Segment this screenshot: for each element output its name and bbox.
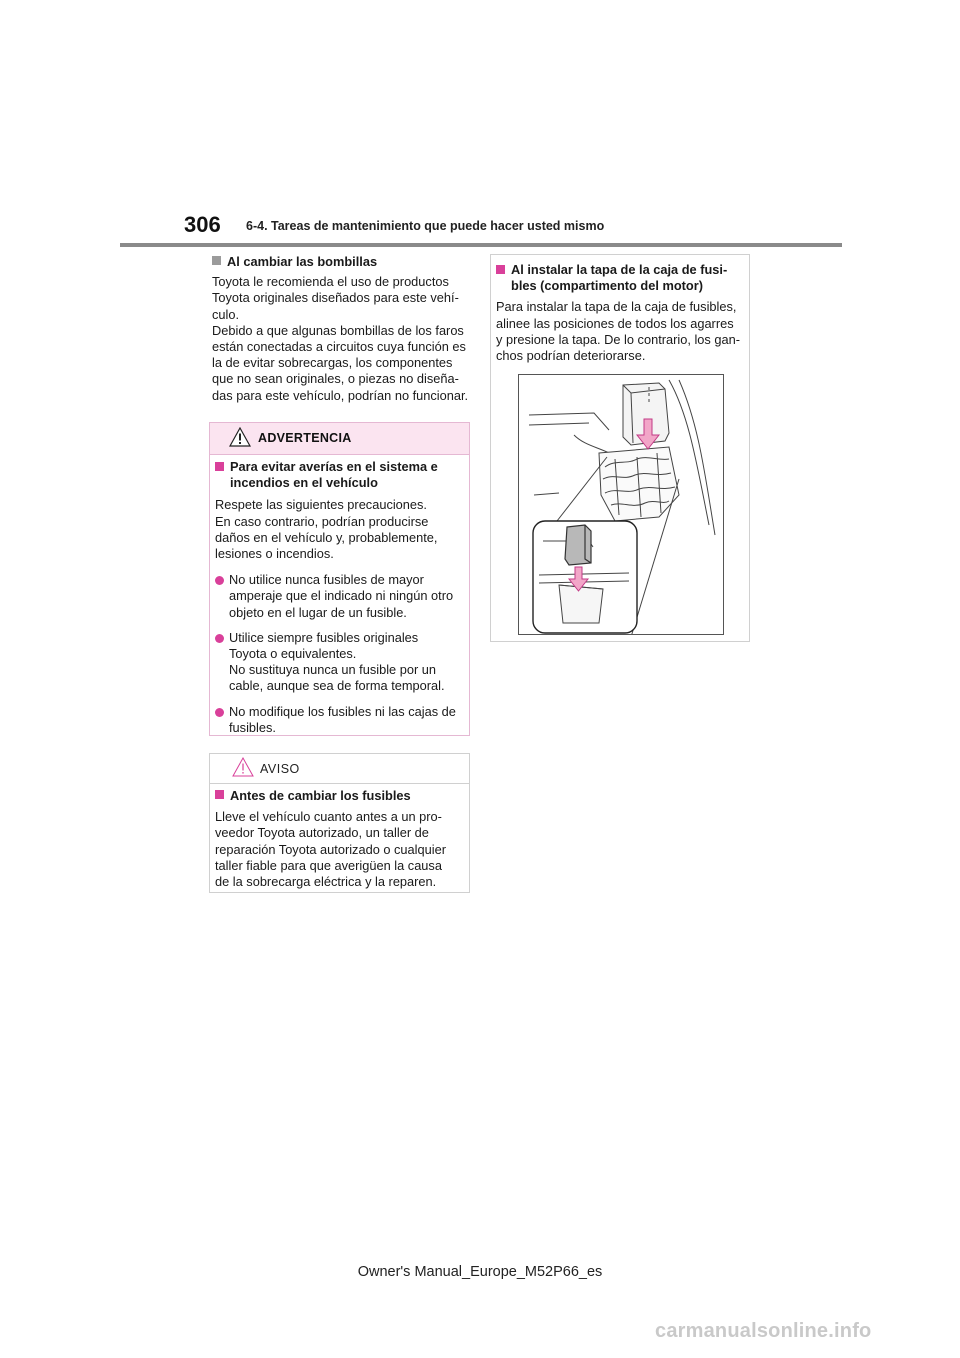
text-line: Para evitar averías en el sistema e	[230, 459, 438, 474]
text-line: Lleve el vehículo cuanto antes a un pro-	[215, 809, 442, 825]
text-line: la de evitar sobrecargas, los componentes	[212, 355, 453, 371]
fuse-cover-box	[490, 254, 750, 642]
section-title: 6-4. Tareas de mantenimiento que puede hacer usted mismo	[246, 219, 605, 233]
left-intro-body	[212, 274, 472, 404]
notice-box	[209, 753, 470, 893]
notice-label: AVISO	[260, 762, 300, 776]
text-line: Toyota le recomienda el uso de productos	[212, 274, 449, 290]
left-intro-section	[212, 254, 472, 404]
text-line: Debido a que algunas bombillas de los faros	[212, 322, 464, 338]
text-line: das para este vehículo, podrían no funcionar.	[212, 387, 469, 403]
text-line: Para instalar la tapa de la caja de fusibles,	[496, 299, 737, 315]
warning-body	[215, 459, 460, 736]
text-line: objeto en el lugar de un fusible.	[229, 604, 407, 620]
text-line: fusibles.	[229, 719, 276, 735]
text-line: Utilice siempre fusibles originales	[229, 629, 419, 645]
text-line: Respete las siguientes precauciones.	[215, 497, 427, 513]
bullet-dot-icon	[215, 708, 224, 717]
warning-bullet	[215, 704, 460, 736]
bullet-dot-icon	[215, 576, 224, 585]
warning-box	[209, 422, 470, 736]
text-line: alinee las posiciones de todos los agarres	[496, 315, 734, 331]
text-line: culo.	[212, 306, 240, 322]
header-rule	[120, 243, 842, 247]
square-bullet-icon	[215, 462, 224, 471]
bullet-dot-icon	[215, 634, 224, 643]
text-line: lesiones o incendios.	[215, 546, 334, 562]
text-line: reparación Toyota autorizado o cualquier	[215, 841, 446, 857]
text-line: taller fiable para que averigüen la causa	[215, 857, 442, 873]
footer-text: Owner's Manual_Europe_M52P66_es	[357, 1264, 603, 1280]
notice-heading-text: Antes de cambiar los fusibles	[230, 788, 411, 803]
text-line: No utilice nunca fusibles de mayor	[229, 572, 424, 588]
notice-header	[210, 754, 469, 784]
warning-label: ADVERTENCIA	[258, 431, 352, 445]
left-intro-heading	[212, 254, 472, 270]
text-line: bles (compartimento del motor)	[511, 278, 703, 294]
text-line: veedor Toyota autorizado, un taller de	[215, 825, 429, 841]
text-line: Toyota o equivalentes.	[229, 646, 357, 662]
warning-bullet	[215, 572, 460, 621]
text-line: de la sobrecarga eléctrica y la reparen.	[215, 874, 437, 890]
warning-triangle-icon	[229, 427, 251, 447]
notice-body	[215, 788, 463, 890]
text-line: No sustituya nunca un fusible por un	[229, 662, 437, 678]
left-intro-heading-text: Al cambiar las bombillas	[227, 254, 378, 269]
text-line: amperaje que el indicado ni ningún otro	[229, 588, 454, 604]
warning-heading	[215, 459, 460, 491]
notice-heading	[215, 788, 463, 804]
text-line: daños en el vehículo y, probablemente,	[215, 529, 438, 545]
text-line: y presione la tapa. De lo contrario, los gan-	[496, 331, 740, 347]
text-line: En caso contrario, podrían producirse	[215, 513, 429, 529]
warning-intro	[215, 497, 460, 562]
text-line: están conectadas a circuitos cuya función es	[212, 339, 466, 355]
text-line: chos podrían deteriorarse.	[496, 348, 646, 364]
square-bullet-icon	[496, 265, 505, 274]
watermark: carmanualsonline.info	[655, 1320, 872, 1342]
square-bullet-icon	[212, 256, 221, 265]
fuse-box-cover-illustration	[518, 374, 724, 635]
warning-bullet	[215, 630, 460, 695]
warning-header	[210, 423, 469, 455]
text-line: que no sean originales, o piezas no diseña-	[212, 371, 459, 387]
fuse-box-drawing-icon	[519, 375, 723, 634]
text-line: No modifique los fusibles ni las cajas de	[229, 703, 456, 719]
fuse-cover-body	[496, 262, 744, 364]
fuse-cover-heading	[496, 262, 744, 294]
text-line: cable, aunque sea de forma temporal.	[229, 678, 445, 694]
caution-triangle-icon	[232, 757, 254, 777]
text-line: Al instalar la tapa de la caja de fusi-	[511, 262, 728, 277]
page-number: 306	[184, 212, 221, 237]
square-bullet-icon	[215, 790, 224, 799]
text-line: incendios en el vehículo	[230, 475, 378, 491]
text-line: Toyota originales diseñados para este vehí-	[212, 290, 459, 306]
